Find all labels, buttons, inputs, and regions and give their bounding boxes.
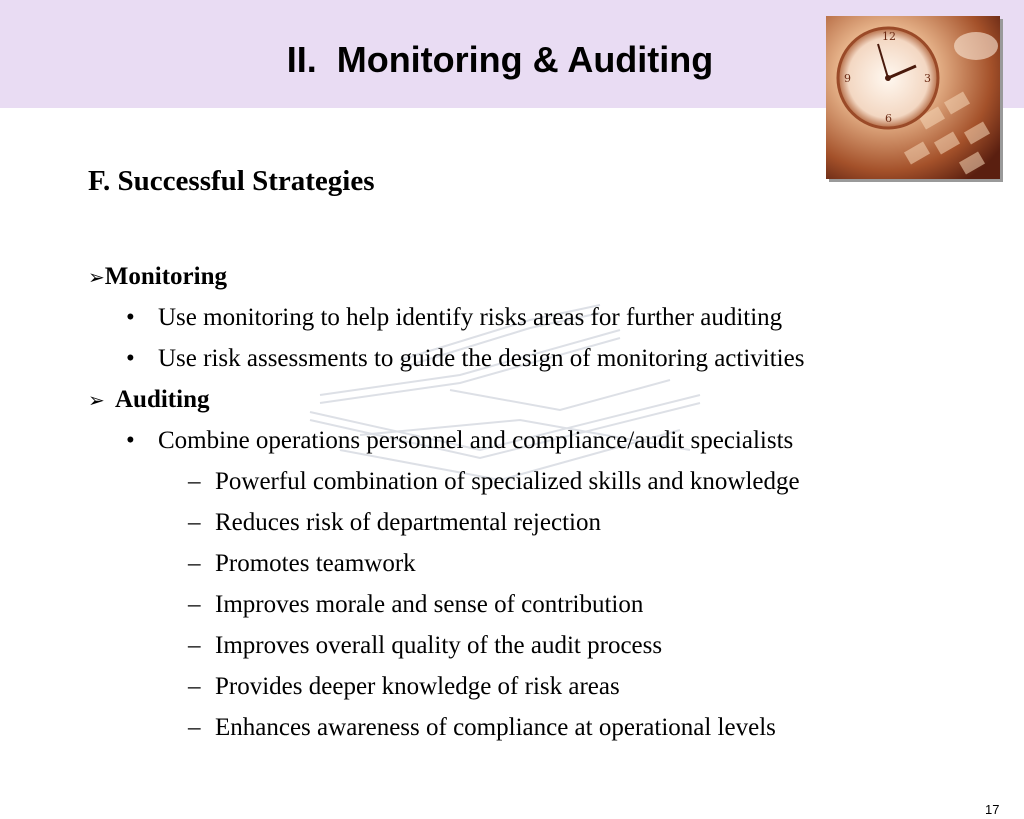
section-heading-label: Auditing bbox=[115, 386, 210, 413]
svg-text:6: 6 bbox=[885, 112, 892, 125]
section-heading-auditing bbox=[88, 385, 209, 415]
dash-icon: – bbox=[188, 591, 201, 618]
section-heading-monitoring bbox=[88, 262, 227, 292]
sub-item bbox=[188, 549, 416, 579]
page-number: 17 bbox=[985, 802, 1000, 817]
bullet-icon: • bbox=[126, 345, 135, 372]
sub-item-text: Reduces risk of departmental rejection bbox=[215, 509, 601, 536]
sub-item bbox=[188, 508, 601, 538]
sub-item bbox=[188, 467, 800, 497]
dash-icon: – bbox=[188, 632, 201, 659]
bullet-item bbox=[126, 303, 782, 333]
bullet-item bbox=[126, 426, 793, 456]
arrow-bullet-icon: ➢ bbox=[88, 388, 105, 412]
bullet-icon: • bbox=[126, 304, 135, 331]
sub-item bbox=[188, 713, 776, 743]
bullet-icon: • bbox=[126, 427, 135, 454]
sub-item-text: Provides deeper knowledge of risk areas bbox=[215, 673, 620, 700]
svg-text:12: 12 bbox=[882, 30, 896, 43]
slide-subtitle: F. Successful Strategies bbox=[88, 165, 375, 197]
svg-text:9: 9 bbox=[844, 72, 851, 85]
bullet-item bbox=[126, 344, 804, 374]
clock-keyboard-photo-icon bbox=[826, 16, 1000, 179]
sub-item-text: Promotes teamwork bbox=[215, 550, 416, 577]
sub-item-text: Improves morale and sense of contribution bbox=[215, 591, 644, 618]
dash-icon: – bbox=[188, 714, 201, 741]
svg-text:3: 3 bbox=[924, 72, 931, 85]
sub-item-text: Improves overall quality of the audit process bbox=[215, 632, 663, 659]
bullet-text: Combine operations personnel and compliance/audit specialists bbox=[158, 427, 794, 454]
arrow-bullet-icon: ➢ bbox=[88, 265, 105, 289]
dash-icon: – bbox=[188, 509, 201, 536]
dash-icon: – bbox=[188, 550, 201, 577]
dash-icon: – bbox=[188, 468, 201, 495]
sub-item bbox=[188, 631, 662, 661]
bullet-text: Use risk assessments to guide the design of monitoring activities bbox=[158, 345, 805, 372]
sub-item bbox=[188, 590, 643, 620]
sub-item-text: Powerful combination of specialized skills and knowledge bbox=[215, 468, 800, 495]
dash-icon: – bbox=[188, 673, 201, 700]
bullet-text: Use monitoring to help identify risks areas for further auditing bbox=[158, 304, 783, 331]
section-heading-label: Monitoring bbox=[104, 263, 227, 290]
sub-item-text: Enhances awareness of compliance at operational levels bbox=[215, 714, 776, 741]
slide-title: II. Monitoring & Auditing bbox=[286, 39, 714, 80]
sub-item bbox=[188, 672, 620, 702]
